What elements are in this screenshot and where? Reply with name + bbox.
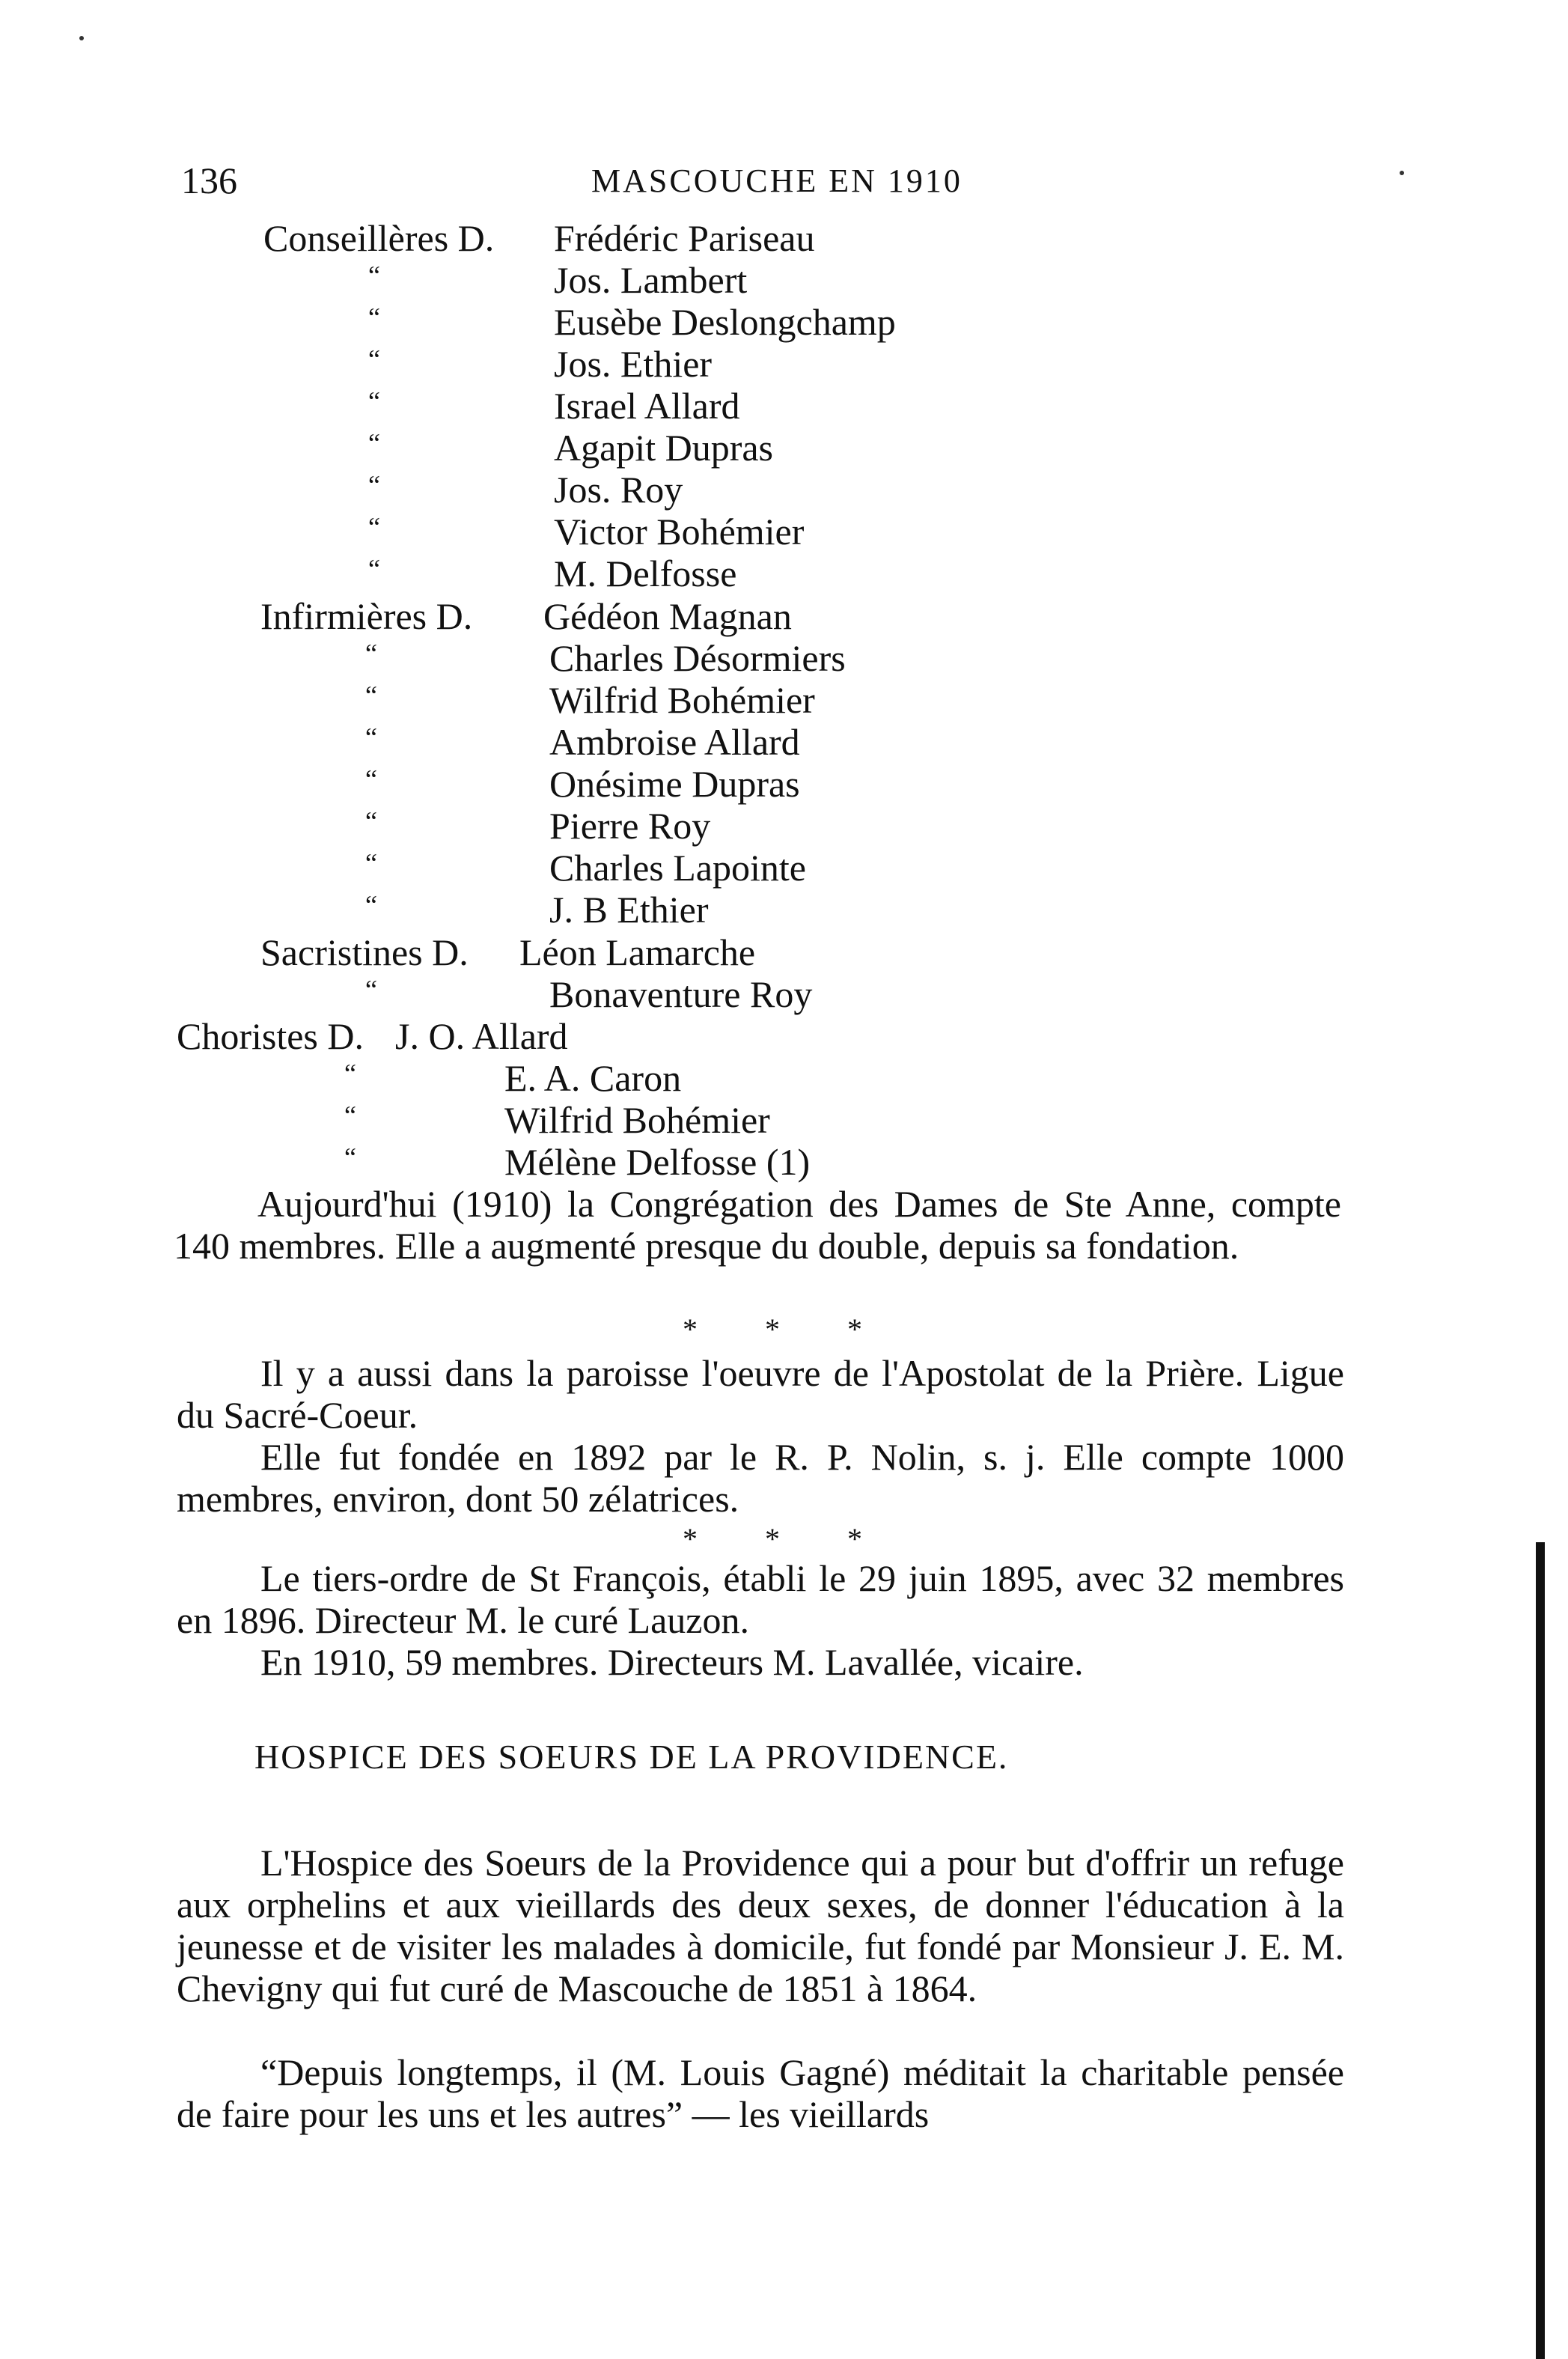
- section-heading: HOSPICE DES SOEURS DE LA PROVIDENCE.: [254, 1738, 1009, 1776]
- list-label: Infirmières D.: [260, 595, 473, 637]
- list-item: Wilfrid Bohémier: [549, 679, 815, 721]
- ditto-mark: “: [365, 975, 377, 1005]
- list-item: J. B Ethier: [549, 889, 709, 931]
- separator: * * *: [683, 1522, 892, 1556]
- scan-speck: [1400, 171, 1404, 175]
- list-label: Conseillères D.: [263, 217, 495, 259]
- list-item: Jos. Ethier: [554, 343, 713, 385]
- running-head: MASCOUCHE EN 1910: [591, 162, 963, 199]
- list-label: Sacristines D.: [260, 931, 469, 973]
- page-edge-rule: [1536, 1542, 1545, 2359]
- list-item: Israel Allard: [554, 385, 740, 427]
- paragraph-apostolat-2: Elle fut fondée en 1892 par le R. P. Nolin, s. j. Elle compte 1000 membres, environ, dont 50 zélatrices.: [177, 1436, 1344, 1520]
- paragraph-hospice-2: “Depuis longtemps, il (M. Louis Gagné) méditait la charitable pensée de faire pour les uns et les autres” — les vieillards: [177, 2051, 1344, 2135]
- list-label: Choristes D.: [177, 1015, 364, 1057]
- ditto-mark: “: [365, 681, 377, 710]
- paragraph-congregation: Aujourd'hui (1910) la Congrégation des Dames de Ste Anne, compte 140 membres. Elle a augmenté presque du double, depuis sa fondation.: [174, 1183, 1341, 1267]
- list-item: Agapit Dupras: [554, 427, 773, 469]
- list-item: Jos. Roy: [554, 469, 683, 511]
- ditto-mark: “: [368, 261, 380, 290]
- paragraph-hospice-1: L'Hospice des Soeurs de la Providence qui a pour but d'offrir un refuge aux orphelins et aux vieillards des deux sexes, de donner l'éducation à la jeunesse et de visiter les malades à domicile, fut fondé par Monsieur J. E. M. Chevigny qui fut curé de Mascouche de 1851 à 1864.: [177, 1842, 1344, 2009]
- ditto-mark: “: [344, 1101, 356, 1130]
- list-item: Jos. Lambert: [554, 259, 748, 301]
- list-item: Victor Bohémier: [554, 511, 805, 553]
- list-item: Bonaventure Roy: [549, 973, 813, 1015]
- ditto-mark: “: [365, 722, 377, 752]
- ditto-mark: “: [368, 344, 380, 374]
- ditto-mark: “: [368, 554, 380, 584]
- ditto-mark: “: [365, 764, 377, 794]
- list-item: Charles Lapointe: [549, 847, 806, 889]
- ditto-mark: “: [365, 639, 377, 669]
- scan-speck: [79, 36, 84, 40]
- list-item: M. Delfosse: [554, 553, 737, 594]
- paragraph-tiers-ordre-1: Le tiers-ordre de St François, établi le 29 juin 1895, avec 32 membres en 1896. Directeur M. le curé Lauzon.: [177, 1557, 1344, 1641]
- ditto-mark: “: [365, 848, 377, 878]
- ditto-mark: “: [344, 1059, 356, 1089]
- paragraph-tiers-ordre-2: En 1910, 59 membres. Directeurs M. Lavallée, vicaire.: [260, 1641, 1084, 1683]
- list-item: Pierre Roy: [549, 805, 711, 847]
- ditto-mark: “: [368, 512, 380, 542]
- list-item: Mélène Delfosse (1): [504, 1141, 811, 1183]
- list-item: Charles Désormiers: [549, 637, 846, 679]
- paragraph-apostolat-1: Il y a aussi dans la paroisse l'oeuvre de l'Apostolat de la Prière. Ligue du Sacré-Coeur.: [177, 1352, 1344, 1436]
- ditto-mark: “: [368, 470, 380, 500]
- page-number: 136: [181, 159, 237, 201]
- list-item: Gédéon Magnan: [543, 595, 792, 637]
- ditto-mark: “: [365, 806, 377, 836]
- ditto-mark: “: [368, 302, 380, 332]
- list-item: Ambroise Allard: [549, 721, 800, 763]
- list-item: Onésime Dupras: [549, 763, 800, 805]
- list-item: Frédéric Pariseau: [554, 217, 815, 259]
- list-item: Léon Lamarche: [519, 931, 756, 973]
- ditto-mark: “: [344, 1142, 356, 1172]
- list-item: Wilfrid Bohémier: [504, 1099, 770, 1141]
- separator: * * *: [683, 1312, 892, 1346]
- ditto-mark: “: [368, 428, 380, 458]
- list-item: E. A. Caron: [504, 1057, 682, 1099]
- ditto-mark: “: [365, 890, 377, 920]
- list-item: J. O. Allard: [395, 1015, 568, 1057]
- ditto-mark: “: [368, 386, 380, 416]
- list-item: Eusèbe Deslongchamp: [554, 301, 896, 343]
